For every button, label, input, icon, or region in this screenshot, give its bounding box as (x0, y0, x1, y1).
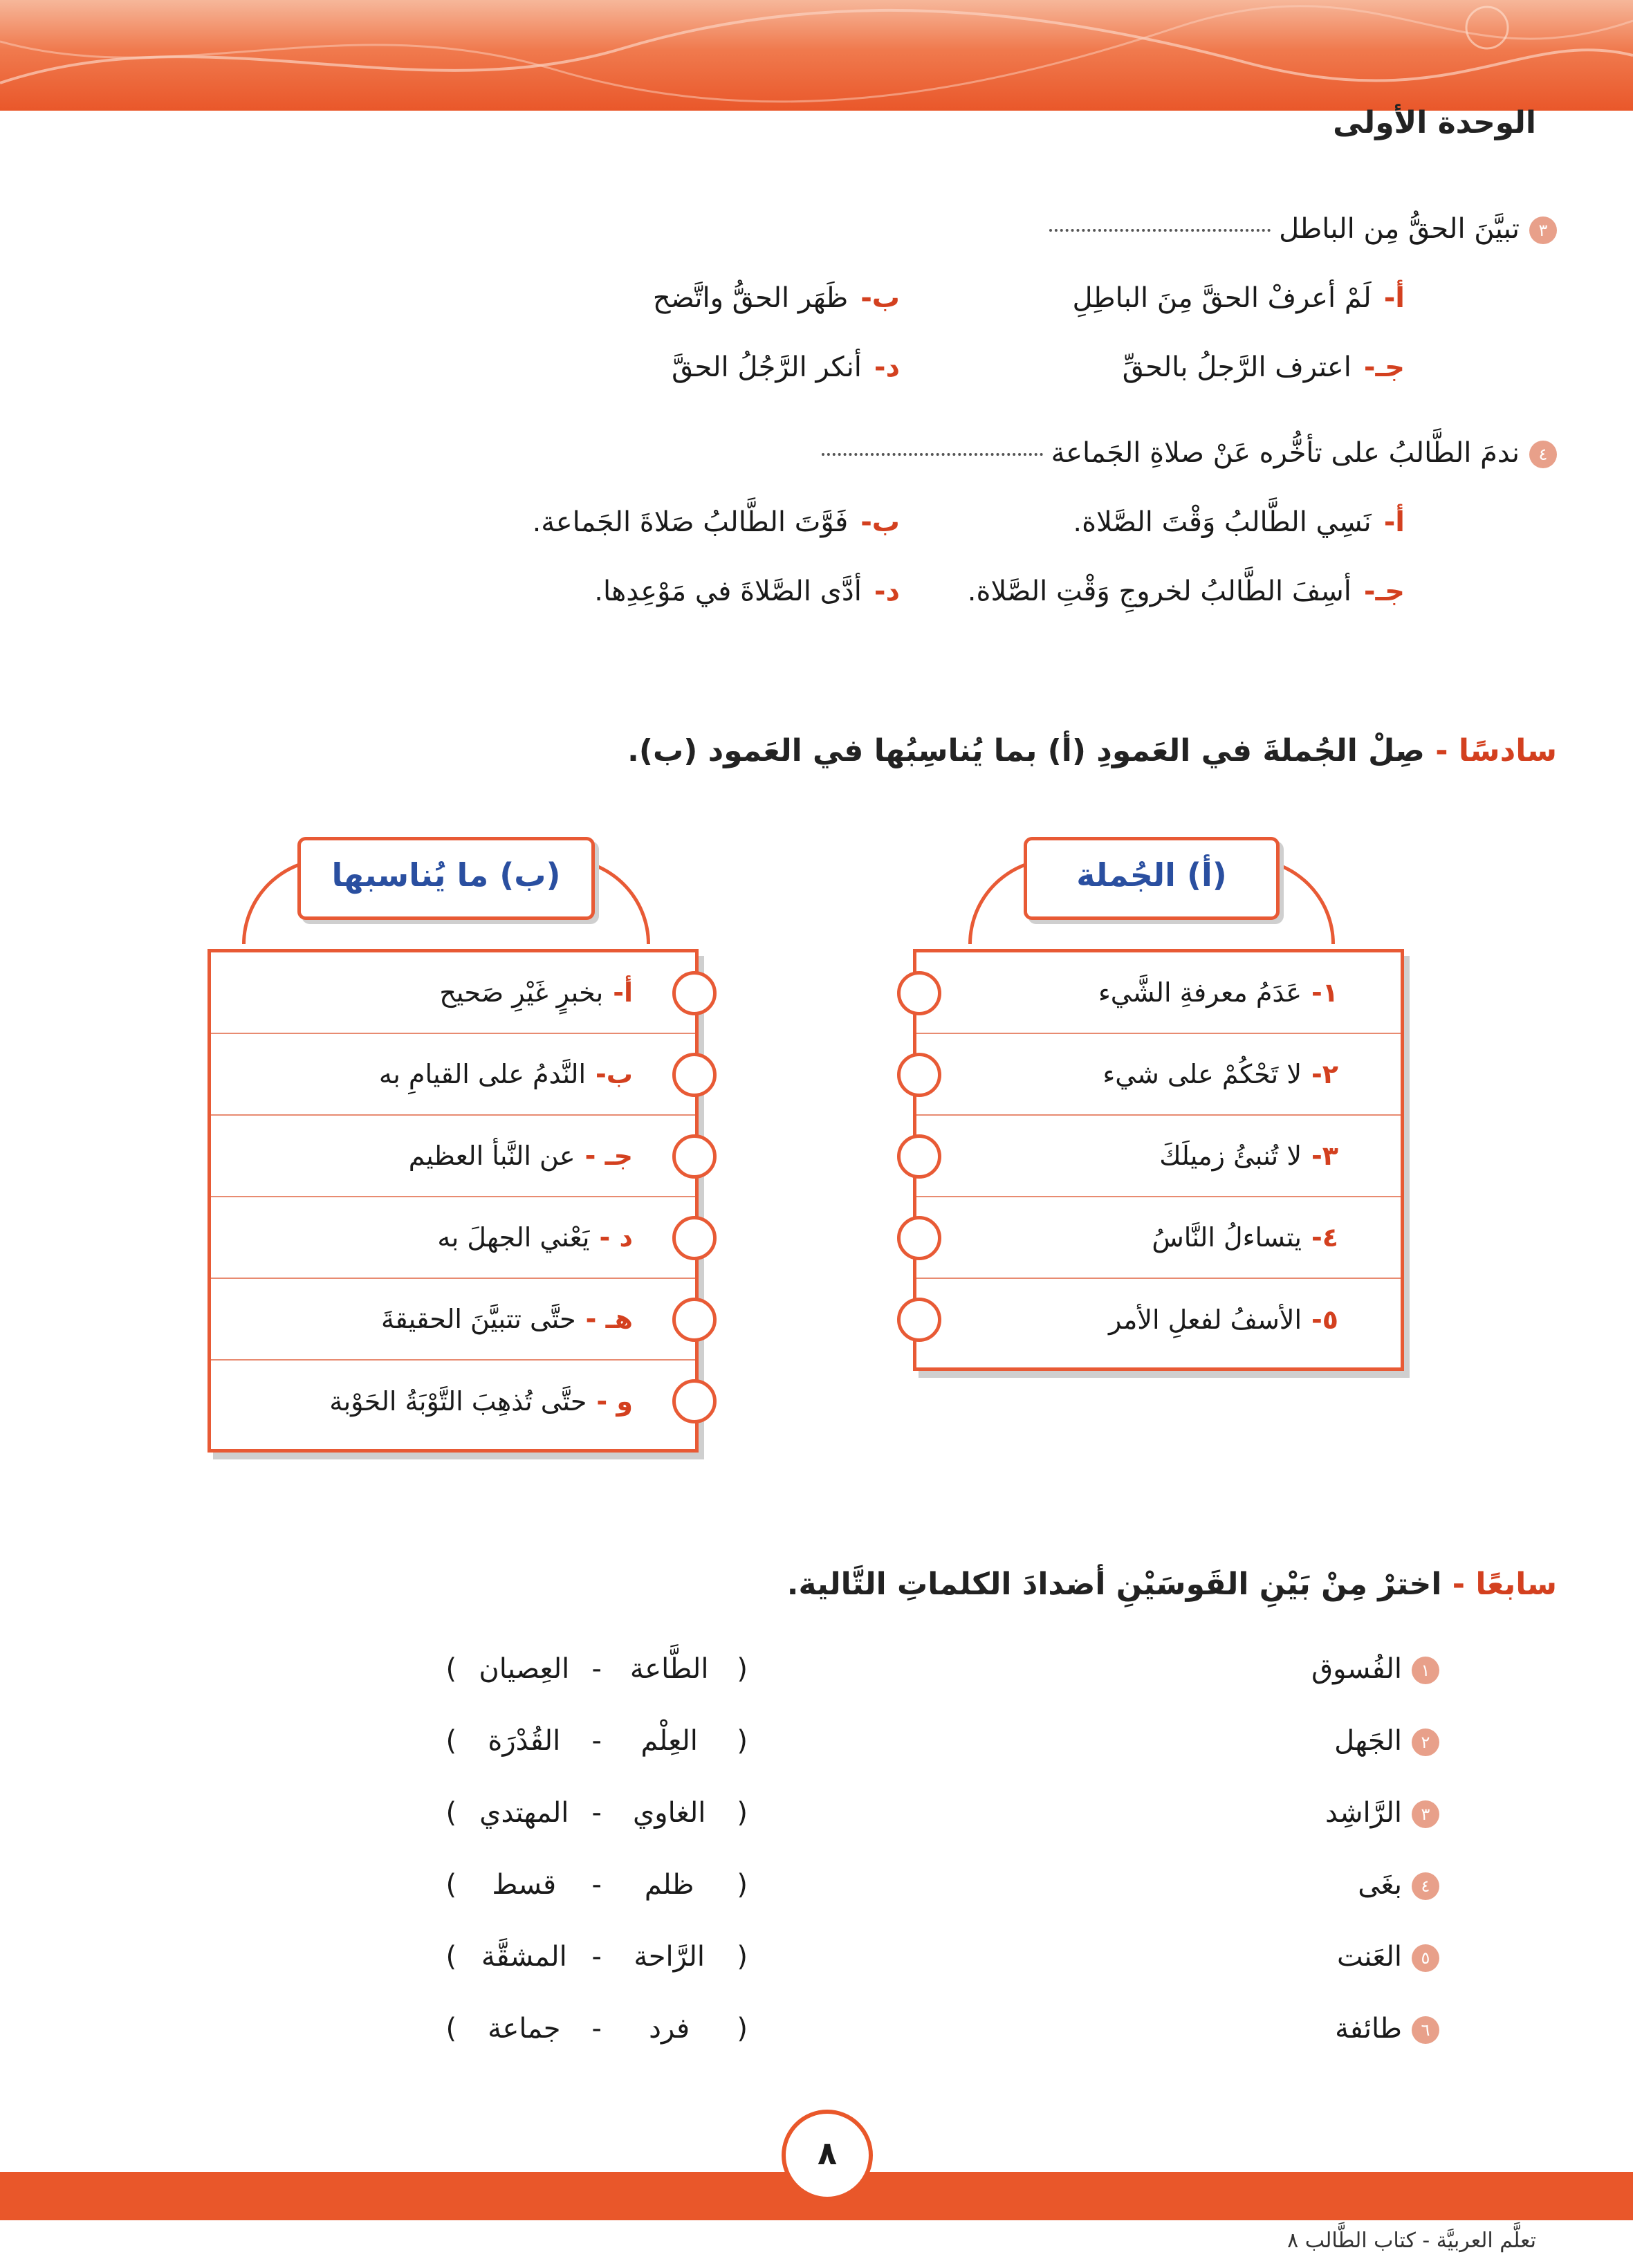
choice-b[interactable]: قسط (492, 1869, 557, 1901)
choice-b[interactable]: المشقَّة (481, 1941, 567, 1973)
match-ring-b1[interactable] (672, 971, 717, 1015)
choice-b[interactable]: القُدْرَة (488, 1725, 561, 1757)
match-ring-a1[interactable] (897, 971, 941, 1015)
q4-option-c[interactable]: جـ-أسِفَ الطَّالبُ لخروجِ وَقْتِ الصَّلاة. (967, 575, 1405, 607)
item-number: ٢ (1412, 1728, 1439, 1756)
list-item: أ- بخبرٍ غَيْرِ صَحيح (211, 952, 695, 1034)
choice-a[interactable]: العِلْم (640, 1725, 698, 1757)
antonym-row (0, 1797, 1633, 1859)
match-ring-a3[interactable] (897, 1134, 941, 1179)
question-number: ٣ (1529, 216, 1557, 244)
q3-option-d[interactable]: د-أنكر الرَّجُلُ الحقَّ (672, 351, 900, 383)
match-ring-b6[interactable] (672, 1379, 717, 1423)
question-3 (1049, 213, 1557, 245)
antonym-word: ٤بغَى (1358, 1869, 1439, 1901)
question-sentence: تبيَّنَ الحقُّ مِن الباطل (1279, 213, 1520, 245)
choice-b[interactable]: المهتدي (479, 1797, 569, 1829)
match-ring-b4[interactable] (672, 1216, 717, 1260)
answer-line (822, 453, 1043, 456)
match-ring-b2[interactable] (672, 1053, 717, 1097)
column-b-list (207, 949, 699, 1453)
choices: ( العِلْم - القُدْرَة ) (445, 1725, 748, 1757)
antonym-row (0, 2013, 1633, 2075)
match-ring-b5[interactable] (672, 1298, 717, 1342)
q4-option-a[interactable]: أ-نَسِي الطَّالبُ وَقْتَ الصَّلاة. (1073, 506, 1405, 538)
question-sentence: ندمَ الطَّالبُ على تأخُّره عَنْ صلاةِ الجَماعة (1051, 437, 1520, 469)
column-a-list (913, 949, 1404, 1371)
choice-b[interactable]: جماعة (488, 2013, 561, 2045)
antonym-row (0, 1653, 1633, 1715)
item-number: ٦ (1412, 2016, 1439, 2044)
list-item: ١- عَدَمُ معرفةِ الشَّيء (916, 952, 1401, 1034)
choices: ( الغاوي - المهتدي ) (445, 1797, 748, 1829)
decorative-swirls (0, 0, 1633, 111)
column-b-title: (ب) ما يُناسبها (297, 837, 595, 920)
choice-a[interactable]: ظلم (644, 1869, 694, 1901)
match-ring-a5[interactable] (897, 1298, 941, 1342)
antonym-word: ٦طائفة (1335, 2013, 1439, 2045)
choices: ( فرد - جماعة ) (445, 2013, 748, 2045)
choices: ( الطَّاعة - العِصيان ) (445, 1653, 748, 1685)
item-number: ٣ (1412, 1800, 1439, 1828)
list-item: ٤- يتساءلُ النَّاسُ (916, 1197, 1401, 1279)
choice-b[interactable]: العِصيان (479, 1653, 570, 1685)
antonym-word: ٢الجَهل (1334, 1725, 1439, 1757)
list-item: هـ - حتَّى تتبيَّنَ الحقيقةَ (211, 1279, 695, 1361)
list-item: و - حتَّى تُذهِبَ التَّوْبَةُ الحَوْبة (329, 1386, 633, 1417)
q4-option-b[interactable]: ب-فَوَّتَ الطَّالبُ صَلاةَ الجَماعة. (532, 506, 900, 538)
list-item: د - يَعْني الجهلَ به (211, 1197, 695, 1279)
choice-a[interactable]: الطَّاعة (629, 1653, 709, 1685)
list-item: ٢- لا تَحْكُمْ على شيء (916, 1034, 1401, 1116)
footer-text: تعلَّم العربيَّة - كتاب الطَّالب ٨ (1287, 2229, 1536, 2253)
match-ring-b3[interactable] (672, 1134, 717, 1179)
choice-a[interactable]: الغاوي (632, 1797, 706, 1829)
item-number: ٥ (1412, 1944, 1439, 1972)
list-item: ٥- الأسفُ لفعلِ الأمر (1108, 1304, 1338, 1335)
choices: ( ظلم - قسط ) (445, 1869, 748, 1901)
section-6-title: سادسًا - صِلْ الجُملةَ في العَمودِ (أ) بما يُناسِبُها في العَمود (ب). (627, 733, 1557, 768)
item-number: ١ (1412, 1657, 1439, 1684)
column-a-title: (أ) الجُملة (1024, 837, 1280, 920)
list-item: ب- النَّدمُ على القيامِ به (211, 1034, 695, 1116)
q3-option-c[interactable]: جـ-اعترف الرَّجلُ بالحقِّ (1122, 351, 1405, 383)
unit-title: الوحدة الأولى (1333, 105, 1536, 140)
item-number: ٤ (1412, 1872, 1439, 1900)
q3-option-b[interactable]: ب-ظَهَر الحقُّ واتَّضح (652, 282, 900, 314)
choices: ( الرَّاحة - المشقَّة ) (445, 1941, 748, 1973)
answer-line (1049, 229, 1271, 232)
page-number: ٨ (782, 2110, 873, 2201)
question-number: ٤ (1529, 441, 1557, 468)
section-7-title: سابعًا - اخترْ مِنْ بَيْنِ القَوسَيْنِ أضدادَ الكلماتِ التَّالية. (786, 1567, 1557, 1602)
header-band (0, 0, 1633, 111)
match-ring-a4[interactable] (897, 1216, 941, 1260)
list-item: ٣- لا تُنبئُ زميلَكَ (916, 1116, 1401, 1197)
antonym-row (0, 1869, 1633, 1931)
list-item: جـ - عن النَّبأ العظيم (211, 1116, 695, 1197)
antonym-word: ٥العَنت (1337, 1941, 1439, 1973)
q4-option-d[interactable]: د-أدَّى الصَّلاةَ في مَوْعِدِها. (594, 575, 900, 607)
antonym-word: ١الفُسوق (1311, 1653, 1439, 1685)
choice-a[interactable]: الرَّاحة (634, 1941, 705, 1973)
antonym-word: ٣الرَّاشِد (1325, 1797, 1439, 1829)
q3-option-a[interactable]: أ-لَمْ أعرفْ الحقَّ مِنَ الباطِلِ (1072, 282, 1405, 314)
antonym-row (0, 1725, 1633, 1787)
question-4 (822, 437, 1557, 469)
match-ring-a2[interactable] (897, 1053, 941, 1097)
antonym-row (0, 1941, 1633, 2003)
choice-a[interactable]: فرد (649, 2013, 690, 2045)
